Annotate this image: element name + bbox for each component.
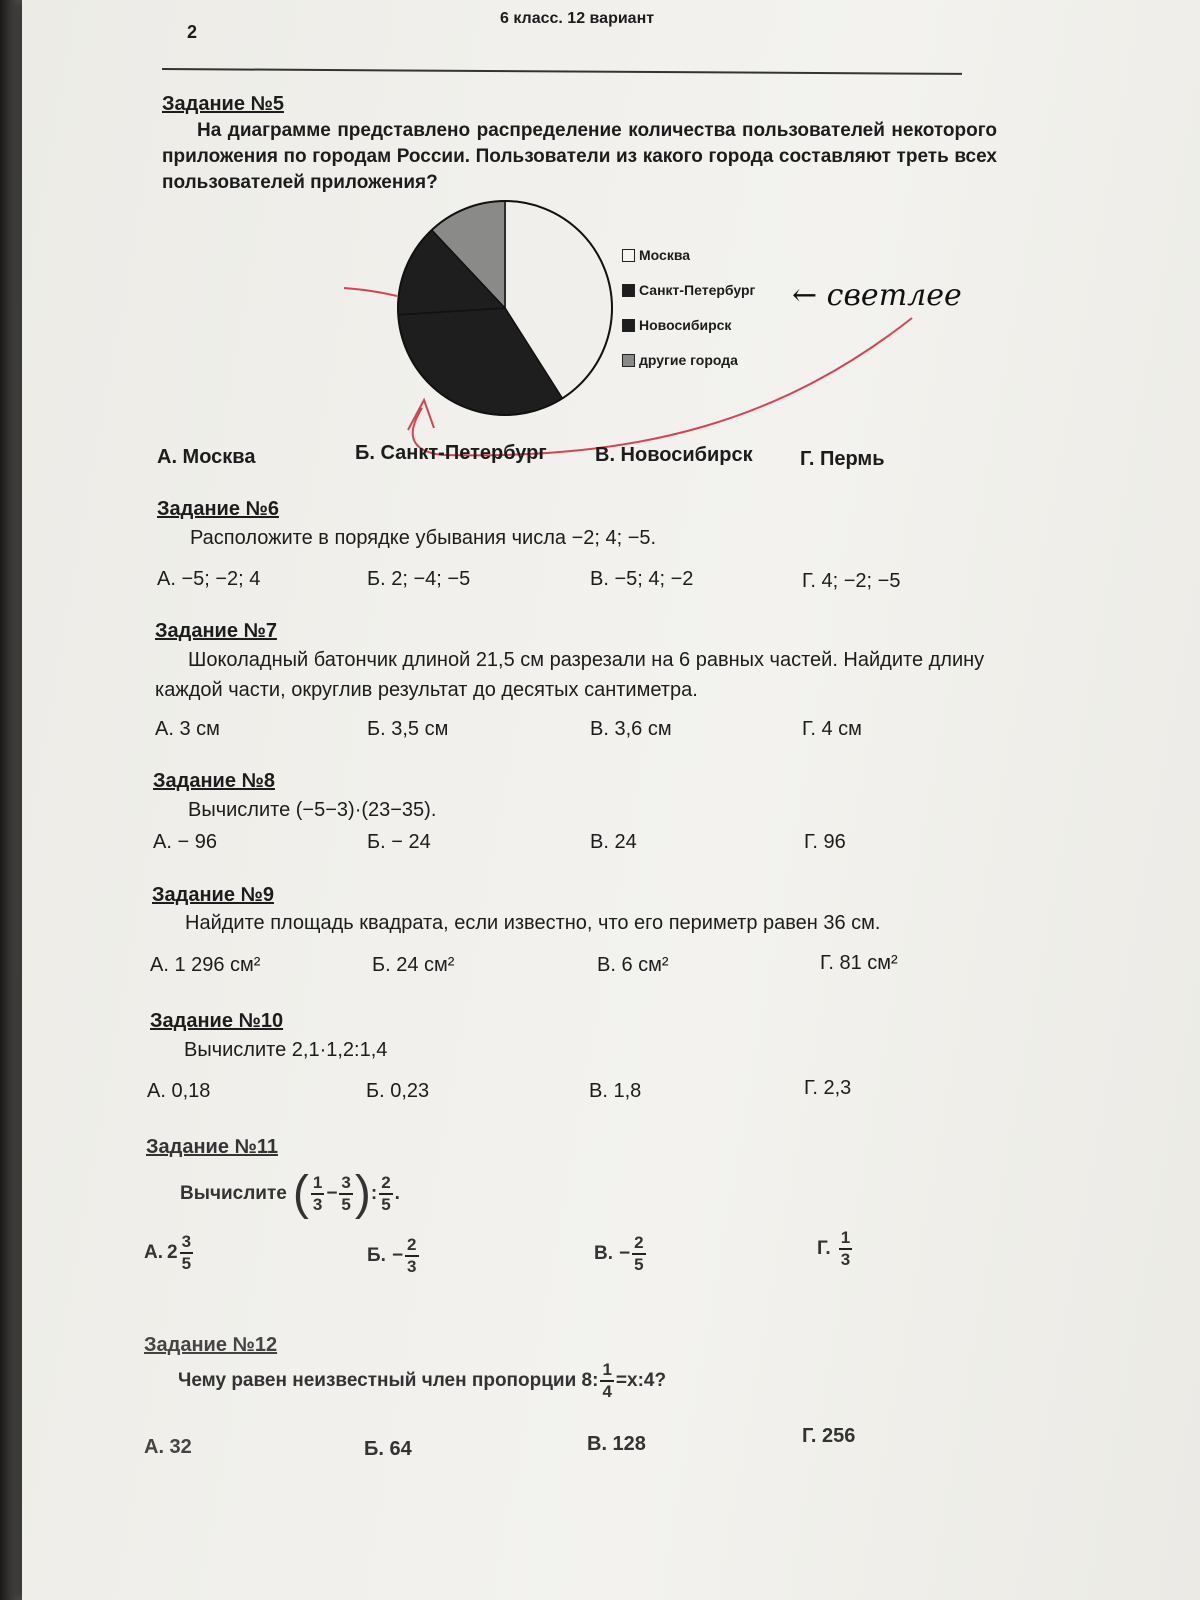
legend-item-nsk: Новосибирск <box>622 315 755 335</box>
task9-option-b: Б. 24 см² <box>372 954 455 976</box>
task11-question: Вычислите ( $\frac{1}{3}$ − $\frac{3}{5}$ ) : $\frac{2}{5}$ . <box>180 1167 400 1220</box>
task5-option-d: Г. Пермь <box>800 448 885 470</box>
task8-title: Задание №8 <box>153 770 275 792</box>
task5-option-b: Б. Санкт-Петербург <box>355 442 547 464</box>
task10-title: Задание №10 <box>150 1010 284 1032</box>
fraction: $\frac{2}{5}$ <box>381 1172 391 1214</box>
task12-option-d: Г. 256 <box>802 1425 856 1447</box>
task10-option-b: Б. 0,23 <box>366 1080 430 1102</box>
task7-title: Задание №7 <box>155 620 277 642</box>
task8-option-b: Б. − 24 <box>367 831 431 853</box>
legend-item-spb: Санкт-Петербург <box>622 280 755 300</box>
task5-option-c: В. Новосибирск <box>595 444 753 466</box>
task6-option-a: А. −5; −2; 4 <box>157 568 261 590</box>
task5-title: Задание №5 <box>162 93 284 115</box>
task9-question: Найдите площадь квадрата, если известно, что его периметр равен 36 см. <box>185 912 881 934</box>
task11-option-d: Г. $\frac{1}{3}$ <box>817 1228 851 1269</box>
red-pen-arrow <box>408 318 912 455</box>
task7-option-b: Б. 3,5 см <box>367 718 449 740</box>
handwritten-note: ← светлее <box>792 278 962 313</box>
task8-option-a: А. − 96 <box>153 831 217 853</box>
task7-option-a: А. 3 см <box>155 718 220 740</box>
task9-option-a: А. 1 296 см² <box>150 954 261 976</box>
legend-item-moscow: Москва <box>622 245 755 265</box>
task12-option-b: Б. 64 <box>364 1438 412 1460</box>
red-pen-marks <box>22 0 1200 500</box>
page-number: 2 <box>187 22 198 42</box>
task5-option-a: А. Москва <box>157 446 256 468</box>
task11-option-b: Б. − $\frac{2}{3}$ <box>367 1235 417 1276</box>
task11-option-c: В. − $\frac{2}{5}$ <box>594 1233 644 1274</box>
task12-option-a: А. 32 <box>144 1436 192 1458</box>
task5-question: На диаграмме представлено распределение количества пользователей некоторого приложения по городам России. Пользователи из какого города составляют треть всех пользователей приложения? <box>162 120 997 193</box>
task8-option-c: В. 24 <box>590 831 637 853</box>
exam-sheet <box>22 0 1200 1600</box>
fraction: $\frac{1}{3}$ <box>312 1172 323 1214</box>
page-header: 6 класс. 12 вариант <box>500 10 655 27</box>
fraction: $\frac{3}{5}$ <box>341 1172 351 1214</box>
task10-option-a: А. 0,18 <box>147 1080 211 1102</box>
task10-option-d: Г. 2,3 <box>804 1077 852 1099</box>
task6-option-b: Б. 2; −4; −5 <box>367 568 471 590</box>
task7-option-c: В. 3,6 см <box>590 718 672 740</box>
red-pen-stroke <box>344 288 397 296</box>
task9-option-c: В. 6 см² <box>597 954 669 976</box>
task12-option-c: В. 128 <box>587 1433 646 1455</box>
task9-title: Задание №9 <box>152 884 274 906</box>
task9-option-d: Г. 81 см² <box>820 952 898 974</box>
task6-title: Задание №6 <box>157 498 279 520</box>
task6-option-d: Г. 4; −2; −5 <box>802 570 901 592</box>
task7-option-d: Г. 4 см <box>802 718 862 740</box>
task12-question: Чему равен неизвестный член пропорции 8: $\frac{1}{4}$ =x:4? <box>178 1360 667 1401</box>
task10-question: Вычислите 2,1·1,2:1,4 <box>184 1039 388 1061</box>
task11-option-a: А. 2 $\frac{3}{5}$ <box>144 1232 192 1273</box>
task6-option-c: В. −5; 4; −2 <box>590 568 694 590</box>
task10-option-c: В. 1,8 <box>589 1080 642 1102</box>
legend-item-other: другие города <box>622 350 755 370</box>
task6-question: Расположите в порядке убывания числа −2; 4; −5. <box>190 527 657 549</box>
task7-question: Шоколадный батончик длиной 21,5 см разрезали на 6 равных частей. Найдите длину каждой части, округлив результат до десятых сантиметра. <box>155 649 985 701</box>
task8-question: Вычислите (−5−3)·(23−35). <box>188 799 437 821</box>
task8-option-d: Г. 96 <box>804 831 846 853</box>
fraction: $\frac{1}{4}$ <box>602 1360 612 1401</box>
task12-title: Задание №12 <box>144 1334 278 1356</box>
task11-title: Задание №11 <box>146 1136 278 1158</box>
background-edge <box>0 0 22 1600</box>
